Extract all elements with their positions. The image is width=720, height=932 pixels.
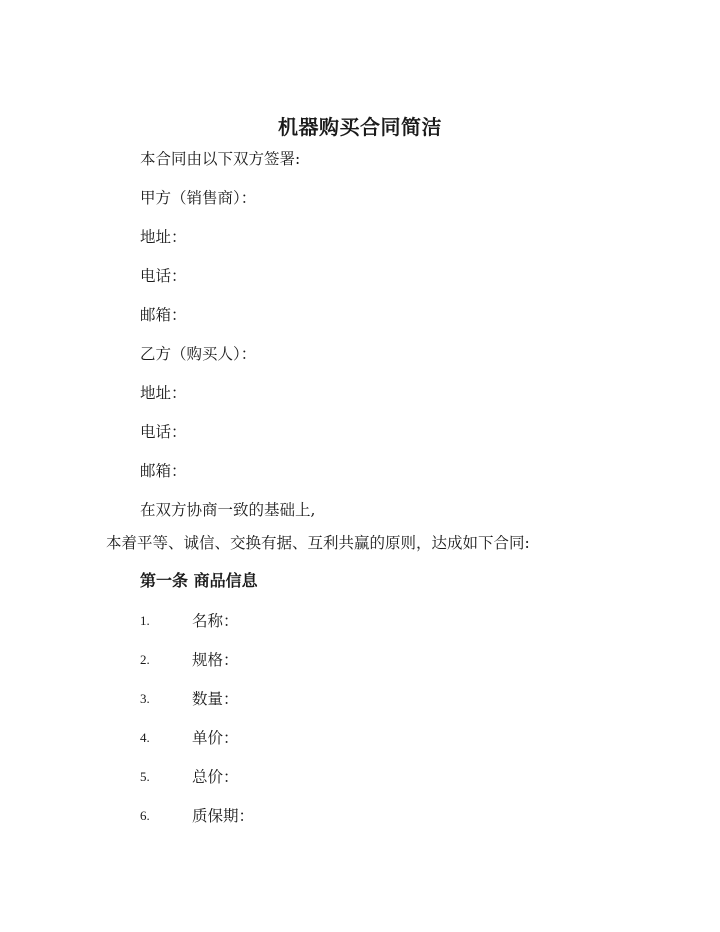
party-a-address-label: 地址：: [140, 228, 187, 246]
list-item-number: 3.: [140, 691, 150, 706]
preamble-line-1: 在双方协商一致的基础上,: [140, 501, 316, 519]
list-item: [140, 649, 540, 671]
list-item-number: 4.: [140, 730, 150, 745]
intro-text: 本合同由以下双方签署:: [140, 150, 301, 168]
list-item: [140, 805, 540, 827]
list-item-number: 6.: [140, 808, 150, 823]
party-b-phone-label: 电话：: [140, 423, 187, 441]
list-item: [140, 766, 540, 788]
preamble-line-2: 本着平等、诚信、交换有据、互利共赢的原则，达成如下合同:: [106, 534, 530, 552]
list-item: [140, 688, 540, 710]
list-item-label: 名称：: [192, 612, 239, 630]
list-item: [140, 610, 540, 632]
party-a-heading: 甲方（销售商）：: [140, 189, 257, 207]
list-item-number: 2.: [140, 652, 150, 667]
article-1-heading: 第一条 商品信息: [140, 571, 258, 590]
party-b-email-label: 邮箱：: [140, 462, 187, 480]
list-item-label: 质保期：: [192, 807, 255, 825]
document-title: 机器购买合同简洁: [278, 115, 442, 139]
party-b-heading: 乙方（购买人）：: [140, 345, 257, 363]
list-item-label: 单价：: [192, 729, 239, 747]
list-item-number: 1.: [140, 613, 150, 628]
party-a-email-label: 邮箱：: [140, 306, 187, 324]
list-item-label: 总价：: [192, 768, 239, 786]
list-item-label: 规格：: [192, 651, 239, 669]
party-a-phone-label: 电话：: [140, 267, 187, 285]
party-b-address-label: 地址：: [140, 384, 187, 402]
list-item: [140, 727, 540, 749]
list-item-number: 5.: [140, 769, 150, 784]
list-item-label: 数量：: [192, 690, 239, 708]
